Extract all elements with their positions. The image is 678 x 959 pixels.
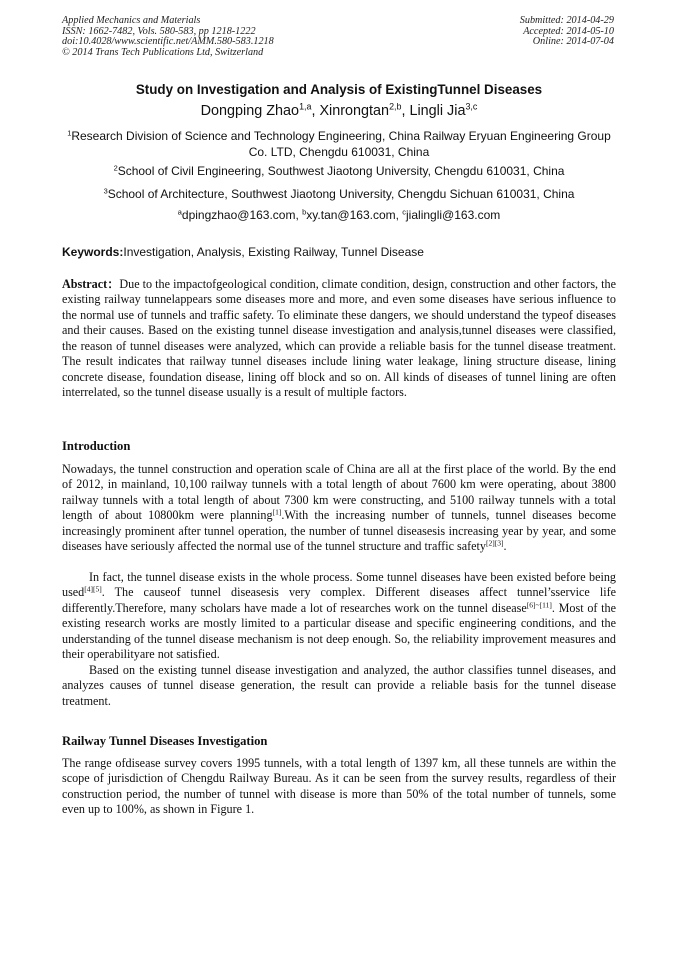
- author-name: Dongping Zhao: [200, 103, 300, 119]
- email-list: [62, 208, 616, 224]
- paragraph-text: Nowadays, the tunnel construction and operation scale of China are all at the first place of the world. By the end of 2012, in mainland, 10,100 railway tunnels with a total length of about 7600 km were operating, about 3800 railway tunnels with a total length of about 7300 km were constructing, and 5100 railway tunnels with a total length of about 10800km were planning: [62, 462, 616, 523]
- affiliation-text: School of Civil Engineering, Southwest Jiaotong University, Chengdu 610031, China: [117, 164, 565, 178]
- journal-doi: doi:10.4028/www.scientific.net/AMM.580-583.1218: [62, 36, 274, 48]
- submission-dates: [520, 16, 614, 48]
- email-mark: a: [177, 207, 182, 217]
- author-affil-mark: 1,a: [299, 101, 312, 112]
- author-name: Lingli Jia: [409, 103, 466, 119]
- intro-paragraph-1: [62, 462, 616, 555]
- affiliation-1: [62, 129, 616, 160]
- citation: [1]: [272, 507, 282, 517]
- email-address: dpingzhao@163.com,: [181, 208, 303, 222]
- citation: [6]~[11]: [526, 600, 552, 610]
- paragraph-text: . The causeof tunnel diseasesis very complex. Different diseases affect tunnel’sservice life differently.Therefore, many scholars have made a lot of researches work on the tunnel disease: [62, 585, 616, 615]
- keywords-label: Keywords:: [62, 245, 124, 259]
- affiliation-text: School of Architecture, Southwest Jiaotong University, Chengdu Sichuan 610031, China: [107, 187, 575, 201]
- author-affil-mark: 3,c: [465, 101, 478, 112]
- section-heading-introduction: Introduction: [62, 439, 131, 453]
- citation: [4][5]: [84, 584, 102, 594]
- email-address: jialingli@163.com: [406, 208, 501, 222]
- intro-paragraph-3: Based on the existing tunnel disease investigation and analyzed, the author classifies tunnel diseases, and analyzes causes of tunnel disease generation, the result can provide a reliable basis for the tunnel disease treatment.: [62, 663, 616, 708]
- section-heading-investigation: Railway Tunnel Diseases Investigation: [62, 734, 268, 748]
- affiliation-mark: 1: [67, 128, 72, 138]
- author-separator: ,: [401, 103, 410, 119]
- date-online: Online: 2014-07-04: [532, 36, 614, 48]
- keywords-text: Investigation, Analysis, Existing Railway, Tunnel Disease: [123, 245, 424, 259]
- abstract-text: Due to the impactofgeological condition, climate condition, design, construction and other factors, the existing railway tunnelappears some diseases more and more, and even some diseases have serious influence to the normal use of tunnels and traffic safety. To eliminate these dangers, we should understand the typeof diseases and their causes. Based on the existing tunnel disease investigation and analysis,tunnel diseases were classified, the reason of tunnel diseases were analyzed, which can provide a reliable basis for the tunnel disease treatment. The result indicates that railway tunnel diseases include lining water leakage, lining structure disease, lining concrete disease, foundation disease, lining off block and so on. All kinds of diseases of tunnel lining are often interrelated, so the tunnel disease usually is a result of multiple factors.: [62, 277, 616, 400]
- journal-name: Applied Mechanics and Materials: [62, 15, 201, 26]
- paragraph-text: . Most of the existing research works are mostly limited to a particular disease and specific engineering conditions, and the understanding of the tunnel disease mechanism is not deep enough. So, the reliability improvement measures and their operabilityare not satisfied.: [62, 600, 616, 662]
- citation: [2][3]: [485, 538, 504, 548]
- paper-title: Study on Investigation and Analysis of ExistingTunnel Diseases: [135, 82, 543, 97]
- paragraph-text: .: [503, 539, 507, 554]
- affiliation-2: [62, 164, 616, 180]
- intro-paragraph-2: [62, 570, 616, 663]
- abstract-label: Abstract：: [62, 277, 120, 291]
- keywords: [62, 245, 622, 259]
- author-list: [0, 103, 678, 119]
- email-mark: b: [302, 207, 307, 217]
- affiliation-mark: 3: [103, 186, 108, 196]
- email-mark: c: [402, 207, 407, 217]
- paragraph-text: In fact, the tunnel disease exists in the whole process. Some tunnel diseases have been existed before being used: [62, 570, 616, 600]
- paragraph-text: .With the increasing number of tunnels, tunnel diseases become increasingly prominent after tunnel operation, the number of tunnel diseasesis increasing year by year, and some diseases have seriously affected the normal use of the tunnel structure and traffic safety: [62, 508, 616, 554]
- affiliation-mark: 2: [113, 163, 118, 173]
- date-submitted: Submitted: 2014-04-29: [519, 15, 614, 26]
- affiliation-3: [62, 187, 616, 203]
- date-accepted: Accepted: 2014-05-10: [523, 25, 614, 37]
- author-name: Xinrongtan: [319, 103, 390, 119]
- author-affil-mark: 2,b: [389, 101, 402, 112]
- journal-issn: ISSN: 1662-7482, Vols. 580-583, pp 1218-1222: [62, 25, 256, 37]
- email-address: xy.tan@163.com,: [306, 208, 403, 222]
- affiliation-text: Research Division of Science and Technology Engineering, China Railway Eryuan Engineering Group Co. LTD, Chengdu 610031, China: [71, 129, 611, 159]
- journal-info: [62, 16, 274, 58]
- author-separator: ,: [311, 103, 320, 119]
- journal-copyright: © 2014 Trans Tech Publications Ltd, Switzerland: [62, 46, 264, 58]
- abstract: [62, 277, 616, 401]
- investigation-paragraph-1: The range ofdisease survey covers 1995 tunnels, with a total length of 1397 km, all these tunnels are within the scope of jurisdiction of Chengdu Railway Bureau. As it can be seen from the survey results, regardless of their construction period, the number of tunnel with disease is more than 50% of the total number of tunnels, some even up to 100%, as shown in Figure 1.: [62, 756, 616, 817]
